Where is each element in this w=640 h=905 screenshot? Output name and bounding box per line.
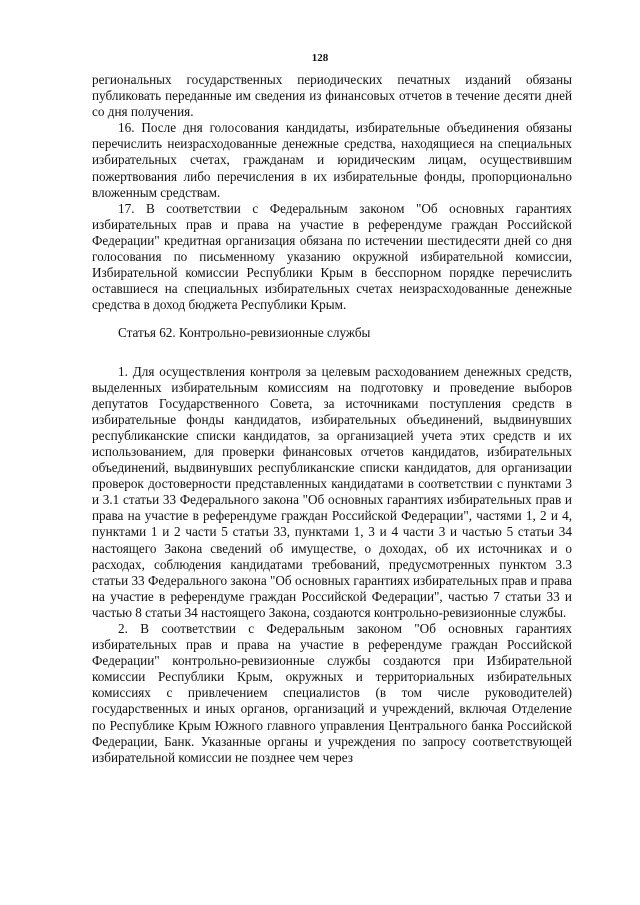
paragraph: региональных государственных периодических печатных изданий обязаны публиковать переданные им сведения из финансовых отчетов в течение десяти дней со дня получения.	[92, 72, 572, 120]
paragraph: 2. В соответствии с Федеральным законом "Об основных гарантиях избирательных прав и права на участие в референдуме граждан Российской Федерации" контрольно-ревизионные службы создаются при Избирательной комиссии Республики Крым, окружных и территориальных избирательных комиссиях с привлечением специалистов (в том числе руководителей) государственных и иных органов, организаций и учреждений, включая Отделение по Республике Крым Южного главного управления Центрального банка Российской Федерации, Банк. Указанные органы и учреждения по запросу соответствующей избирательной комиссии не позднее чем через	[92, 621, 572, 765]
paragraph: 17. В соответствии с Федеральным законом "Об основных гарантиях избирательных прав и права на участие в референдуме граждан Российской Федерации" кредитная организация обязана по истечении шестидесяти дней со дня голосования по письменному указанию окружной избирательной комиссии, Избирательной комиссии Республики Крым в бесспорном порядке перечислить оставшиеся на специальных избирательных счетах неизрасходованные денежные средства в доход бюджета Республики Крым.	[92, 200, 572, 313]
article-heading: Статья 62. Контрольно-ревизионные службы	[118, 325, 371, 341]
paragraph: 16. После дня голосования кандидаты, избирательные объединения обязаны перечислить неизрасходованные денежные средства, находящиеся на специальных избирательных счетах, гражданам и юридическим лицам, осуществившим пожертвования либо перечисления в их избирательные фонды, пропорционально вложенным средствам.	[92, 120, 572, 200]
paragraph: 1. Для осуществления контроля за целевым расходованием денежных средств, выделенных избирательным комиссиям на подготовку и проведение выборов депутатов Государственного Совета, за источниками поступления средств в избирательные фонды кандидатов, избирательных объединений, выдвинувших республиканские списки кандидатов, за организацией учета этих средств и их использованием, для проверки финансовых отчетов кандидатов, избирательных объединений, выдвинувших республиканские списки кандидатов, для организации проверок достоверности представленных кандидатами в соответствии с пунктами 3 и 3.1 статьи 33 Федерального закона "Об основных гарантиях избирательных прав и права на участие в референдуме граждан Российской Федерации", частями 1, 2 и 4, пунктами 1 и 2 части 5 статьи 33, пунктами 1, 3 и 4 части 3 и частью 5 статьи 34 настоящего Закона сведений об имуществе, о доходах, об их источниках и о расходах, соблюдения кандидатами требований, предусмотренных пунктом 3.3 статьи 33 Федерального закона "Об основных гарантиях избирательных прав и права на участие в референдуме граждан Российской Федерации", частью 7 статьи 33 и частью 8 статьи 34 настоящего Закона, создаются контрольно-ревизионные службы.	[92, 363, 572, 620]
document-body	[92, 72, 572, 766]
page-number: 128	[311, 52, 329, 64]
